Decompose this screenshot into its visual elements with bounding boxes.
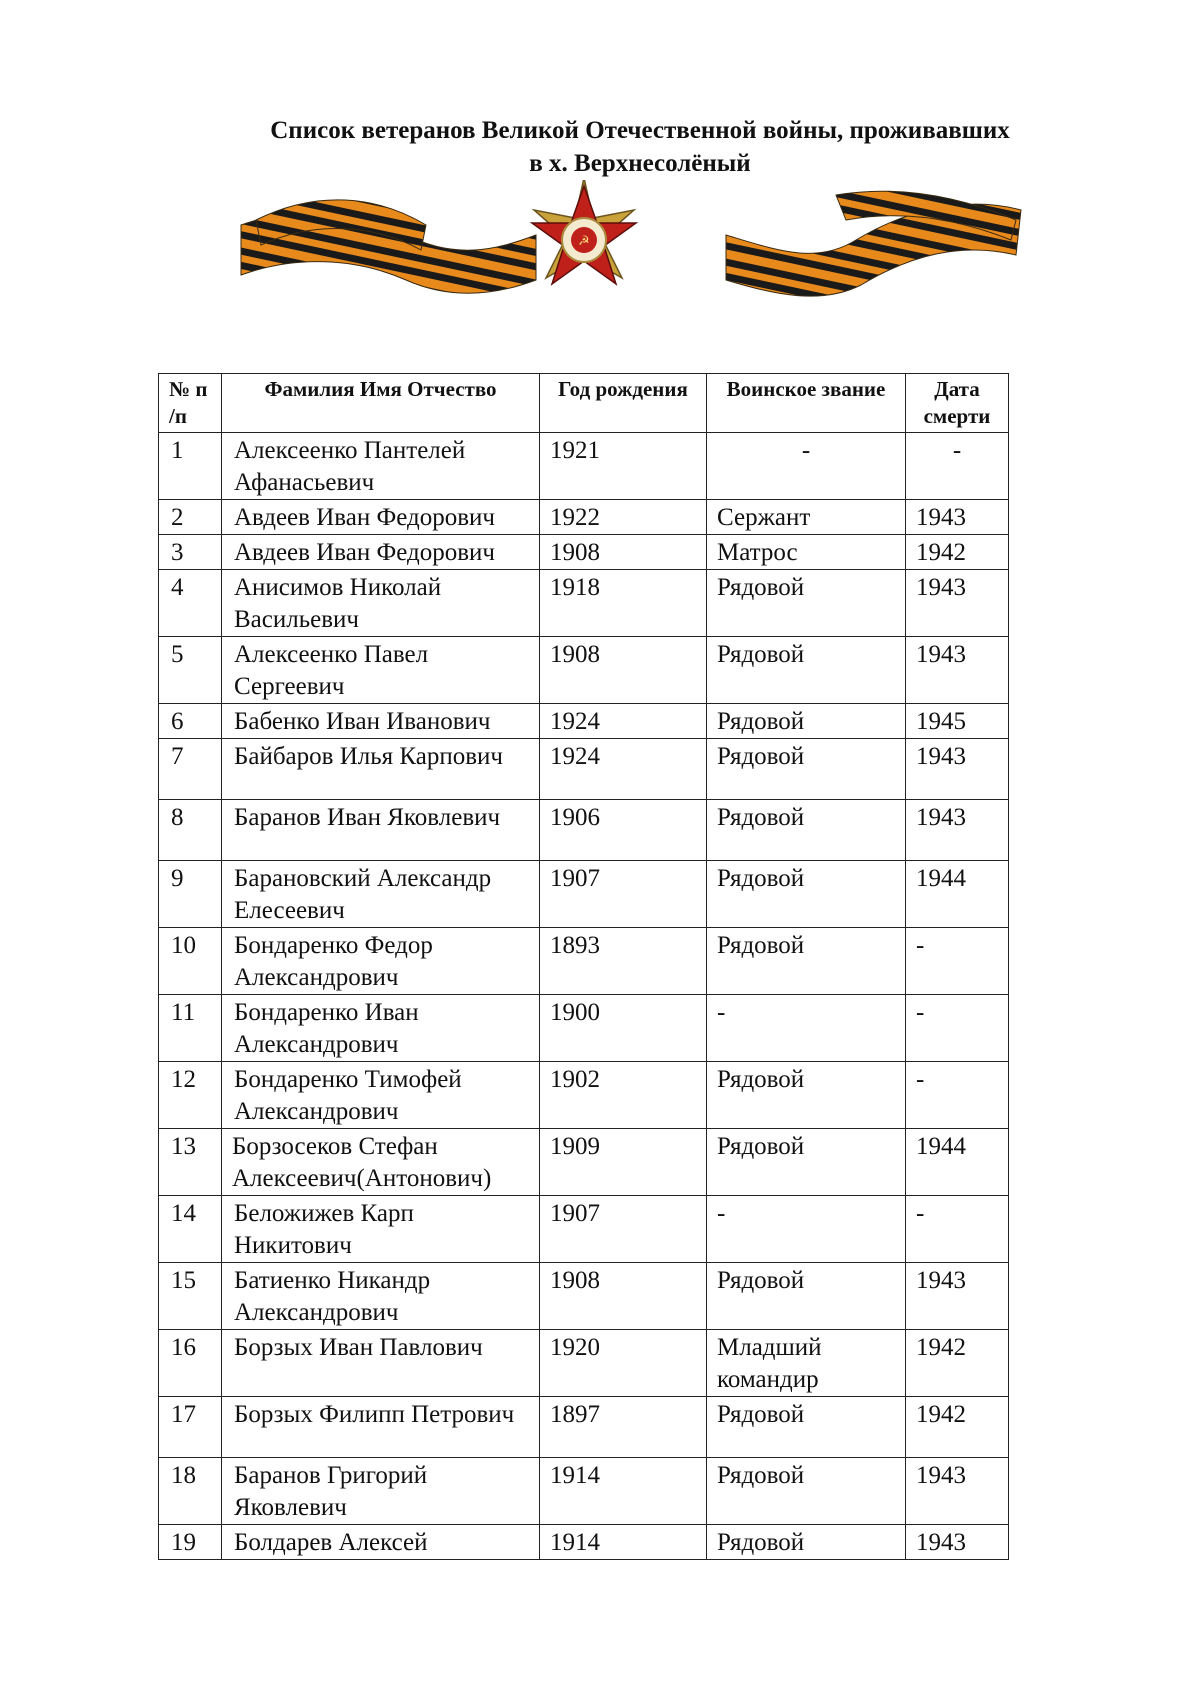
cell-birth: 1897	[540, 1397, 707, 1458]
cell-death: 1943	[906, 739, 1009, 800]
veterans-table	[158, 373, 1009, 1560]
table-row	[159, 1458, 1009, 1525]
cell-name: Баранов Иван Яковлевич	[222, 800, 540, 861]
cell-num: 1	[159, 433, 222, 500]
cell-rank: Рядовой	[707, 928, 906, 995]
cell-num: 15	[159, 1263, 222, 1330]
cell-num: 18	[159, 1458, 222, 1525]
cell-birth: 1914	[540, 1525, 707, 1560]
cell-name: Борзосеков Стефан Алексеевич(Антонович)	[222, 1129, 540, 1196]
cell-death: -	[906, 928, 1009, 995]
table-row	[159, 1263, 1009, 1330]
cell-rank: Рядовой	[707, 1263, 906, 1330]
cell-name: Алексеенко Павел Сергеевич	[222, 637, 540, 704]
cell-death: 1945	[906, 704, 1009, 739]
document-title	[200, 114, 1080, 180]
cell-birth: 1920	[540, 1330, 707, 1397]
cell-death: -	[906, 1062, 1009, 1129]
cell-rank: Рядовой	[707, 1129, 906, 1196]
table-row	[159, 1196, 1009, 1263]
cell-death: 1943	[906, 1263, 1009, 1330]
cell-birth: 1924	[540, 704, 707, 739]
cell-num: 19	[159, 1525, 222, 1560]
cell-rank: Рядовой	[707, 739, 906, 800]
cell-rank: Рядовой	[707, 637, 906, 704]
header-num: № п /п	[159, 374, 222, 433]
table-header-row	[159, 374, 1009, 433]
cell-name: Бабенко Иван Иванович	[222, 704, 540, 739]
cell-name: Бондаренко Тимофей Александрович	[222, 1062, 540, 1129]
cell-name: Беложижев Карп Никитович	[222, 1196, 540, 1263]
cell-birth: 1900	[540, 995, 707, 1062]
cell-birth: 1914	[540, 1458, 707, 1525]
cell-rank: -	[707, 1196, 906, 1263]
cell-name: Бондаренко Федор Александрович	[222, 928, 540, 995]
cell-name: Баранов Григорий Яковлевич	[222, 1458, 540, 1525]
table-row	[159, 928, 1009, 995]
cell-birth: 1907	[540, 1196, 707, 1263]
cell-num: 9	[159, 861, 222, 928]
cell-rank: Младший командир	[707, 1330, 906, 1397]
cell-num: 16	[159, 1330, 222, 1397]
cell-rank: Рядовой	[707, 861, 906, 928]
cell-rank: Матрос	[707, 535, 906, 570]
cell-name: Авдеев Иван Федорович	[222, 500, 540, 535]
table-row	[159, 1062, 1009, 1129]
svg-text:☭: ☭	[578, 234, 590, 249]
table-row	[159, 1330, 1009, 1397]
cell-birth: 1921	[540, 433, 707, 500]
cell-death: 1942	[906, 1330, 1009, 1397]
cell-birth: 1906	[540, 800, 707, 861]
table-row	[159, 535, 1009, 570]
cell-death: 1943	[906, 800, 1009, 861]
cell-num: 13	[159, 1129, 222, 1196]
cell-name: Анисимов Николай Васильевич	[222, 570, 540, 637]
table-row	[159, 995, 1009, 1062]
title-line-1: Список ветеранов Великой Отечественной войны, проживавших	[270, 117, 1010, 144]
cell-death: 1943	[906, 637, 1009, 704]
table-row	[159, 500, 1009, 535]
table-row	[159, 1397, 1009, 1458]
cell-num: 4	[159, 570, 222, 637]
cell-birth: 1908	[540, 535, 707, 570]
cell-num: 17	[159, 1397, 222, 1458]
cell-num: 8	[159, 800, 222, 861]
cell-name: Батиенко Никандр Александрович	[222, 1263, 540, 1330]
cell-name: Байбаров Илья Карпович	[222, 739, 540, 800]
cell-num: 3	[159, 535, 222, 570]
table-row	[159, 433, 1009, 500]
cell-rank: Рядовой	[707, 704, 906, 739]
cell-num: 12	[159, 1062, 222, 1129]
ribbon-icon	[241, 191, 1021, 296]
cell-name: Авдеев Иван Федорович	[222, 535, 540, 570]
header-rank: Воинское звание	[707, 374, 906, 433]
cell-num: 10	[159, 928, 222, 995]
cell-rank: Рядовой	[707, 1062, 906, 1129]
title-line-2: в х. Верхнесолёный	[529, 150, 751, 177]
cell-birth: 1908	[540, 637, 707, 704]
cell-num: 2	[159, 500, 222, 535]
cell-death: 1943	[906, 500, 1009, 535]
cell-death: 1944	[906, 1129, 1009, 1196]
cell-birth: 1918	[540, 570, 707, 637]
cell-name: Барановский Александр Елесеевич	[222, 861, 540, 928]
cell-death: 1942	[906, 1397, 1009, 1458]
cell-name: Алексеенко Пантелей Афанасьевич	[222, 433, 540, 500]
cell-death: -	[906, 433, 1009, 500]
cell-birth: 1902	[540, 1062, 707, 1129]
table-row	[159, 861, 1009, 928]
header-name: Фамилия Имя Отчество	[222, 374, 540, 433]
cell-num: 14	[159, 1196, 222, 1263]
table-row	[159, 637, 1009, 704]
cell-rank: Рядовой	[707, 800, 906, 861]
cell-num: 7	[159, 739, 222, 800]
cell-death: 1943	[906, 1525, 1009, 1560]
cell-rank: Сержант	[707, 500, 906, 535]
cell-birth: 1893	[540, 928, 707, 995]
cell-death: -	[906, 1196, 1009, 1263]
table-row	[159, 1525, 1009, 1560]
cell-birth: 1924	[540, 739, 707, 800]
cell-birth: 1908	[540, 1263, 707, 1330]
cell-death: 1943	[906, 570, 1009, 637]
cell-name: Болдарев Алексей	[222, 1525, 540, 1560]
table-row	[159, 800, 1009, 861]
cell-death: 1942	[906, 535, 1009, 570]
cell-birth: 1909	[540, 1129, 707, 1196]
cell-name: Борзых Филипп Петрович	[222, 1397, 540, 1458]
cell-birth: 1922	[540, 500, 707, 535]
header-death: Дата смерти	[906, 374, 1009, 433]
cell-death: 1943	[906, 1458, 1009, 1525]
cell-name: Бондаренко Иван Александрович	[222, 995, 540, 1062]
cell-rank: Рядовой	[707, 1458, 906, 1525]
cell-num: 6	[159, 704, 222, 739]
cell-rank: Рядовой	[707, 1397, 906, 1458]
cell-num: 5	[159, 637, 222, 704]
header-birth: Год рождения	[540, 374, 707, 433]
cell-rank: Рядовой	[707, 1525, 906, 1560]
cell-num: 11	[159, 995, 222, 1062]
cell-birth: 1907	[540, 861, 707, 928]
cell-death: -	[906, 995, 1009, 1062]
table-row	[159, 1129, 1009, 1196]
order-star-icon	[532, 180, 636, 284]
st-george-ribbon-with-order-icon	[236, 180, 1026, 330]
table-row	[159, 570, 1009, 637]
cell-rank: -	[707, 995, 906, 1062]
cell-name: Борзых Иван Павлович	[222, 1330, 540, 1397]
cell-rank: -	[707, 433, 906, 500]
cell-death: 1944	[906, 861, 1009, 928]
table-row	[159, 704, 1009, 739]
cell-rank: Рядовой	[707, 570, 906, 637]
table-row	[159, 739, 1009, 800]
